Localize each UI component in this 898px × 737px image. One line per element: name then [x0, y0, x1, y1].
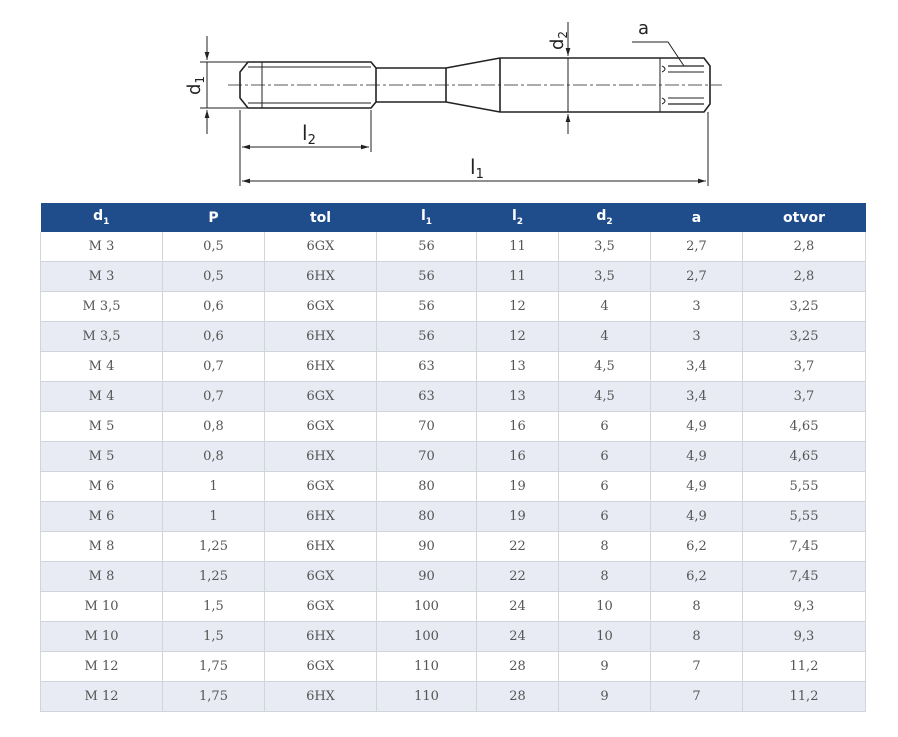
table-cell: 28 — [477, 652, 559, 682]
table-cell: M 10 — [41, 592, 163, 622]
table-cell: 6GX — [265, 382, 377, 412]
table-cell: 6GX — [265, 562, 377, 592]
table-cell: 0,7 — [163, 382, 265, 412]
table-cell: 100 — [377, 622, 477, 652]
table-cell: 24 — [477, 622, 559, 652]
table-row — [41, 652, 866, 682]
table-cell: 3,4 — [651, 382, 743, 412]
table-cell: 7,45 — [743, 532, 866, 562]
table-cell: 56 — [377, 232, 477, 262]
table-row — [41, 442, 866, 472]
a-label: a — [638, 18, 650, 39]
table-cell: 6HX — [265, 352, 377, 382]
table-cell: M 8 — [41, 532, 163, 562]
table-row — [41, 262, 866, 292]
table-cell: 70 — [377, 412, 477, 442]
table-row — [41, 532, 866, 562]
table-cell: 7 — [651, 682, 743, 712]
table-cell: M 5 — [41, 412, 163, 442]
table-cell: 63 — [377, 352, 477, 382]
table-row — [41, 622, 866, 652]
table-cell: 6HX — [265, 682, 377, 712]
table-cell: 6HX — [265, 262, 377, 292]
table-cell: 6 — [559, 412, 651, 442]
column-header: $d_2$ — [559, 203, 651, 232]
table-cell: 5,55 — [743, 472, 866, 502]
column-header: tol — [265, 203, 377, 232]
table-cell: 6HX — [265, 442, 377, 472]
column-header: $d_1$ — [41, 203, 163, 232]
tap-technical-drawing — [0, 0, 898, 200]
table-row — [41, 562, 866, 592]
table-row — [41, 292, 866, 322]
table-cell: M 12 — [41, 682, 163, 712]
table-cell: 4 — [559, 322, 651, 352]
table-cell: M 6 — [41, 502, 163, 532]
table-header-row — [41, 203, 866, 232]
table-cell: 8 — [651, 592, 743, 622]
table-cell: 2,8 — [743, 262, 866, 292]
table-cell: M 5 — [41, 442, 163, 472]
d2-label: $d_2$ — [547, 30, 570, 50]
table-cell: 22 — [477, 562, 559, 592]
table-cell: 10 — [559, 592, 651, 622]
table-cell: 4,9 — [651, 472, 743, 502]
table-cell: 1 — [163, 502, 265, 532]
table-cell: 1,75 — [163, 682, 265, 712]
table-cell: 56 — [377, 292, 477, 322]
column-header: otvor — [743, 203, 866, 232]
table-cell: 3 — [651, 322, 743, 352]
table-cell: 63 — [377, 382, 477, 412]
table-cell: 5,55 — [743, 502, 866, 532]
table-cell: 6,2 — [651, 532, 743, 562]
table-cell: 3,7 — [743, 382, 866, 412]
table-cell: 6GX — [265, 592, 377, 622]
table-cell: 6HX — [265, 502, 377, 532]
table-cell: 12 — [477, 292, 559, 322]
table-cell: 0,5 — [163, 262, 265, 292]
table-cell: 70 — [377, 442, 477, 472]
table-cell: 3 — [651, 292, 743, 322]
table-cell: 80 — [377, 502, 477, 532]
table-cell: 0,6 — [163, 292, 265, 322]
table-cell: 1,75 — [163, 652, 265, 682]
table-cell: 80 — [377, 472, 477, 502]
table-row — [41, 592, 866, 622]
table-cell: 1,25 — [163, 562, 265, 592]
table-cell: 9 — [559, 652, 651, 682]
table-cell: 6GX — [265, 292, 377, 322]
table-cell: 1,25 — [163, 532, 265, 562]
table-cell: 90 — [377, 532, 477, 562]
table-cell: 11 — [477, 262, 559, 292]
table-cell: 12 — [477, 322, 559, 352]
table-cell: 3,5 — [559, 232, 651, 262]
table-cell: 100 — [377, 592, 477, 622]
table-cell: M 4 — [41, 352, 163, 382]
table-cell: 3,25 — [743, 322, 866, 352]
table-cell: 4,9 — [651, 442, 743, 472]
table-row — [41, 382, 866, 412]
table-cell: 13 — [477, 382, 559, 412]
a-leader — [632, 42, 684, 66]
table-cell: 2,7 — [651, 262, 743, 292]
table-cell: 7 — [651, 652, 743, 682]
table-cell: 6HX — [265, 622, 377, 652]
table-cell: 110 — [377, 682, 477, 712]
table-cell: 1,5 — [163, 592, 265, 622]
table-cell: 0,5 — [163, 232, 265, 262]
table-cell: 16 — [477, 442, 559, 472]
table-row — [41, 322, 866, 352]
table-cell: 11,2 — [743, 682, 866, 712]
table-cell: 3,25 — [743, 292, 866, 322]
table-cell: 9,3 — [743, 592, 866, 622]
table-cell: 110 — [377, 652, 477, 682]
table-cell: 4,65 — [743, 442, 866, 472]
table-cell: 2,7 — [651, 232, 743, 262]
table-cell: 13 — [477, 352, 559, 382]
table-row — [41, 472, 866, 502]
table-cell: 0,8 — [163, 442, 265, 472]
table-cell: 8 — [651, 622, 743, 652]
l1-label: $l_1$ — [470, 155, 484, 182]
table-cell: M 4 — [41, 382, 163, 412]
table-row — [41, 412, 866, 442]
table-cell: 8 — [559, 532, 651, 562]
table-cell: 90 — [377, 562, 477, 592]
table-cell: 22 — [477, 532, 559, 562]
table-cell: 9 — [559, 682, 651, 712]
table-row — [41, 502, 866, 532]
table-cell: 6GX — [265, 652, 377, 682]
table-cell: 6,2 — [651, 562, 743, 592]
column-header: P — [163, 203, 265, 232]
table-cell: 3,5 — [559, 262, 651, 292]
table-cell: 6 — [559, 442, 651, 472]
table-cell: 24 — [477, 592, 559, 622]
column-header: $l_1$ — [377, 203, 477, 232]
table-body — [41, 232, 866, 712]
table-cell: 4,65 — [743, 412, 866, 442]
table-cell: M 6 — [41, 472, 163, 502]
table-cell: M 3 — [41, 262, 163, 292]
table-cell: 2,8 — [743, 232, 866, 262]
table-cell: M 3,5 — [41, 322, 163, 352]
table-cell: 4,9 — [651, 412, 743, 442]
table-cell: 4,5 — [559, 352, 651, 382]
table-cell: 6HX — [265, 322, 377, 352]
table-cell: 6 — [559, 472, 651, 502]
table-cell: 4,5 — [559, 382, 651, 412]
table-cell: 6HX — [265, 532, 377, 562]
table-cell: 4,9 — [651, 502, 743, 532]
table-row — [41, 232, 866, 262]
table-cell: 6GX — [265, 232, 377, 262]
table-cell: M 12 — [41, 652, 163, 682]
table-cell: 6GX — [265, 472, 377, 502]
table-cell: 56 — [377, 262, 477, 292]
table-cell: 8 — [559, 562, 651, 592]
column-header: a — [651, 203, 743, 232]
table-cell: 6 — [559, 502, 651, 532]
table-cell: M 3,5 — [41, 292, 163, 322]
table-row — [41, 352, 866, 382]
table-cell: 3,7 — [743, 352, 866, 382]
table-cell: 3,4 — [651, 352, 743, 382]
column-header: $l_2$ — [477, 203, 559, 232]
table-cell: 0,7 — [163, 352, 265, 382]
table-cell: 6GX — [265, 412, 377, 442]
table-cell: 11 — [477, 232, 559, 262]
specification-table — [40, 203, 866, 712]
table-cell: 11,2 — [743, 652, 866, 682]
table-cell: M 10 — [41, 622, 163, 652]
l2-label: $l_2$ — [302, 121, 316, 148]
table-cell: 0,6 — [163, 322, 265, 352]
table-cell: 16 — [477, 412, 559, 442]
d1-label: $d_1$ — [184, 75, 207, 95]
table-cell: 28 — [477, 682, 559, 712]
table-cell: 10 — [559, 622, 651, 652]
table-cell: 19 — [477, 472, 559, 502]
table-cell: M 8 — [41, 562, 163, 592]
table-cell: 9,3 — [743, 622, 866, 652]
table-cell: 1,5 — [163, 622, 265, 652]
table-cell: 1 — [163, 472, 265, 502]
table-row — [41, 682, 866, 712]
table-cell: M 3 — [41, 232, 163, 262]
table-cell: 19 — [477, 502, 559, 532]
table-cell: 7,45 — [743, 562, 866, 592]
table-cell: 4 — [559, 292, 651, 322]
table-cell: 0,8 — [163, 412, 265, 442]
table-cell: 56 — [377, 322, 477, 352]
